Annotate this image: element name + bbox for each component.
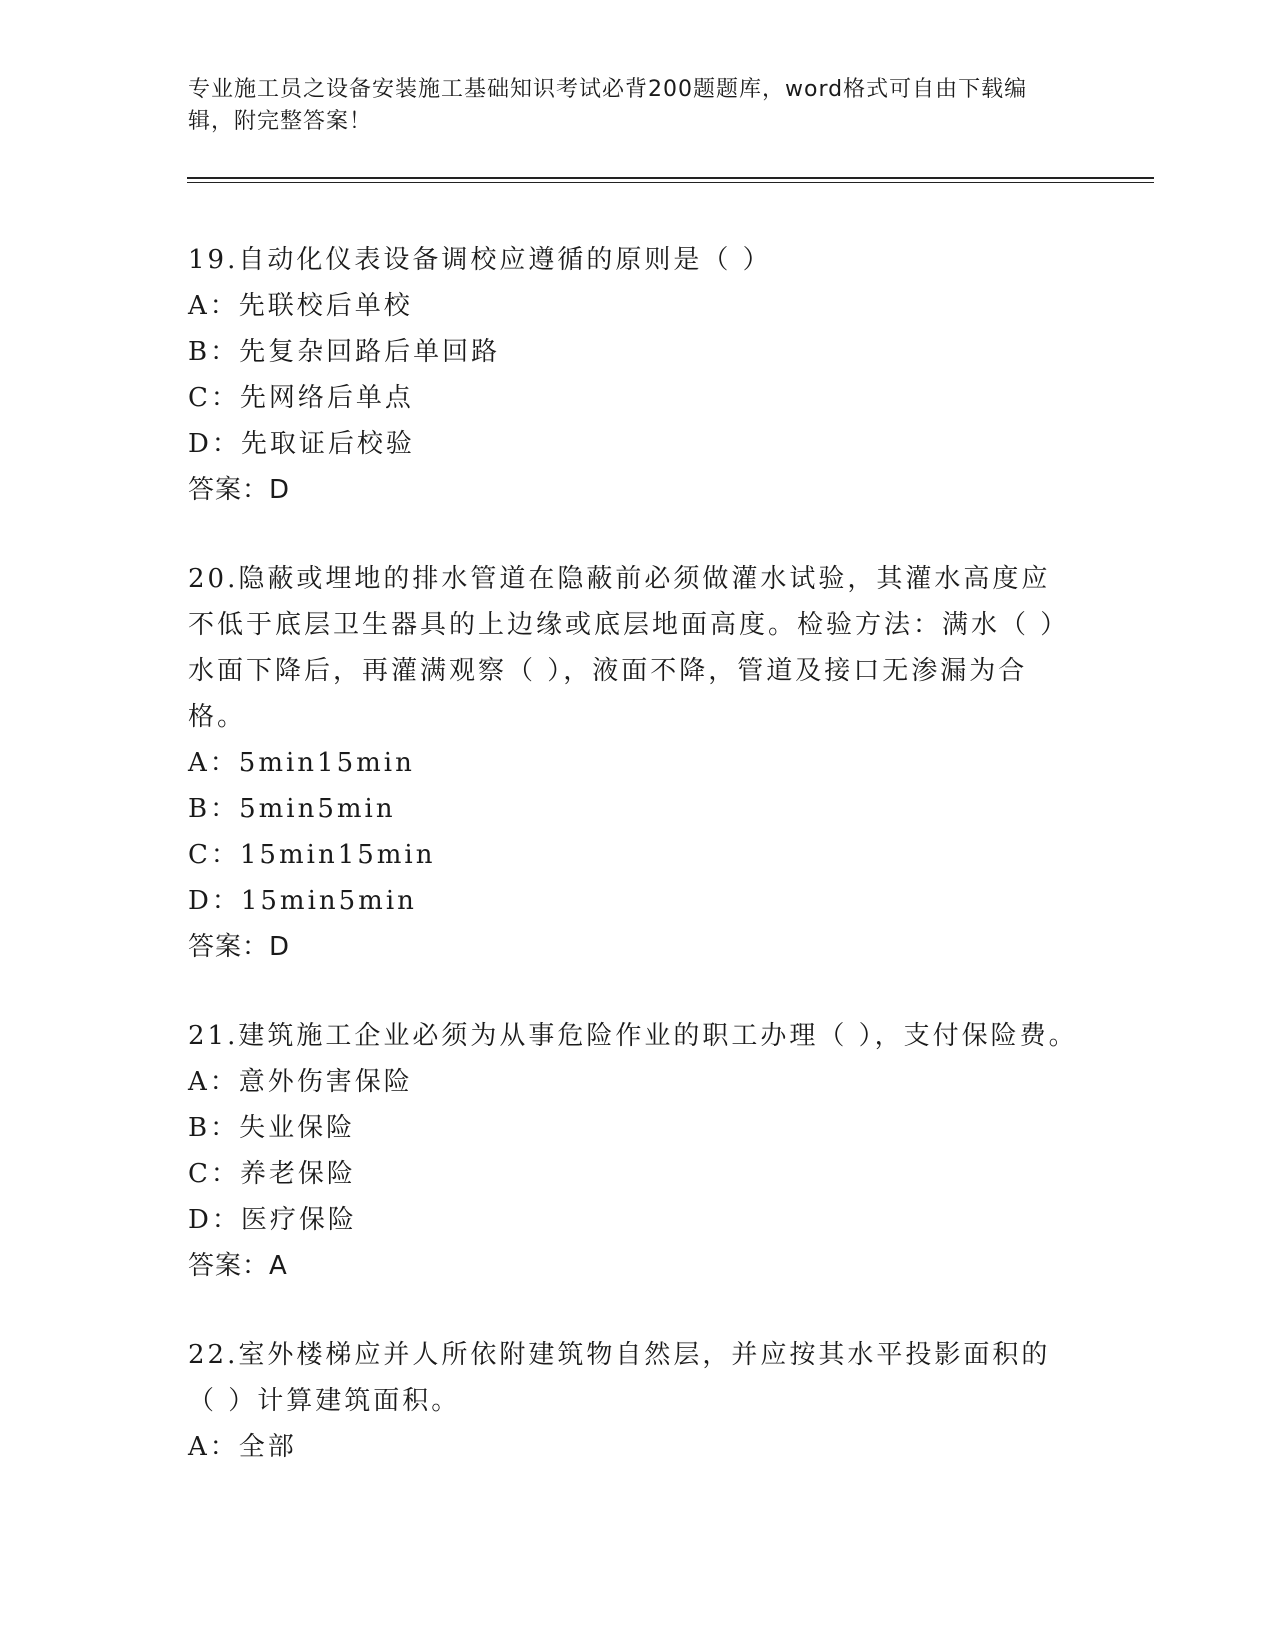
- option-a: A：5min15min: [188, 748, 415, 778]
- option-c: C：先网络后单点: [188, 383, 414, 413]
- answer-line: 答案：D: [188, 932, 291, 962]
- answer-line: 答案：A: [188, 1251, 288, 1281]
- option-b: B：先复杂回路后单回路: [188, 337, 501, 367]
- option-c: C：养老保险: [188, 1159, 356, 1189]
- question-21: [188, 1013, 1078, 1289]
- option-a: A：先联校后单校: [188, 291, 413, 321]
- question-22: [188, 1332, 1078, 1470]
- option-c: C：15min15min: [188, 840, 436, 870]
- question-text: 20.隐蔽或埋地的排水管道在隐蔽前必须做灌水试验，其灌水高度应不低于底层卫生器具的上边缘或底层地面高度。检验方法：满水（ ）水面下降后，再灌满观察（ ），液面不降，管道及接口无渗漏为合格。: [188, 564, 1070, 732]
- question-list: [188, 237, 1078, 1513]
- header-divider-thick: [187, 177, 1154, 179]
- option-d: D：15min5min: [188, 886, 417, 916]
- question-text: 21.建筑施工企业必须为从事危险作业的职工办理（ ），支付保险费。: [188, 1021, 1078, 1051]
- option-a: A：全部: [188, 1432, 297, 1462]
- question-19: [188, 237, 1078, 513]
- question-text: 22.室外楼梯应并人所依附建筑物自然层，并应按其水平投影面积的（ ）计算建筑面积。: [188, 1340, 1051, 1416]
- answer-line: 答案：D: [188, 475, 291, 505]
- header-divider-thin: [187, 182, 1154, 183]
- option-b: B：失业保险: [188, 1113, 356, 1143]
- option-d: D：先取证后校验: [188, 429, 415, 459]
- option-b: B：5min5min: [188, 794, 396, 824]
- option-d: D：医疗保险: [188, 1205, 357, 1235]
- question-text: 19.自动化仪表设备调校应遵循的原则是（ ）: [188, 245, 772, 275]
- document-header: 专业施工员之设备安装施工基础知识考试必背200题题库，word格式可自由下载编辑，附完整答案！: [188, 77, 1028, 134]
- option-a: A：意外伤害保险: [188, 1067, 413, 1097]
- question-20: [188, 556, 1078, 970]
